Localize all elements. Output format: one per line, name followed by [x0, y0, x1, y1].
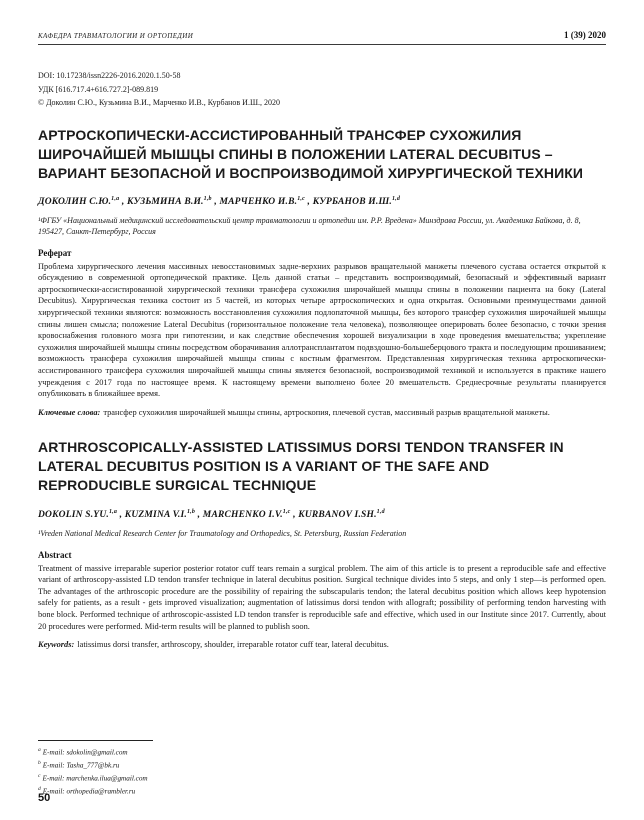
author	[293, 510, 385, 520]
abstract-heading-ru: Реферат	[38, 247, 72, 258]
keywords-text-ru: трансфер сухожилия широчайшей мышцы спины, артроскопия, плечевой сустав, массивный разрыв вращательной манжеты.	[103, 407, 550, 417]
author-affil-mark: 1,a	[108, 508, 118, 515]
author-name: KUZMINA V.I.	[124, 509, 187, 520]
author	[198, 510, 291, 520]
footnote-separator	[38, 740, 153, 741]
footnote-marker: d	[38, 785, 41, 792]
author-affil-mark: 1,c	[297, 195, 305, 202]
article-title-ru: АРТРОСКОПИЧЕСКИ-АССИСТИРОВАННЫЙ ТРАНСФЕР СУХОЖИЛИЯ ШИРОЧАЙШЕЙ МЫШЦЫ СПИНЫ В ПОЛОЖЕНИИ LATERAL DECUBITUS – ВАРИАНТ БЕЗОПАСНОЙ И ВОСПРОИЗВОДИМОЙ ХИРУРГИЧЕСКОЙ ТЕХНИКИ	[38, 126, 584, 181]
footnotes-block	[38, 740, 153, 797]
author-affil-mark: 1,c	[282, 508, 291, 515]
affiliation-en: ¹Vreden National Medical Research Center for Traumatology and Orthopedics, St. Petersburg, Russian Federation	[38, 528, 407, 538]
authors-en	[38, 508, 606, 519]
footnote-marker: a	[38, 747, 41, 753]
running-header	[38, 0, 606, 45]
author-name: DOKOLIN S.YU.	[38, 509, 109, 520]
footnote-marker: c	[38, 772, 41, 779]
author	[122, 197, 212, 207]
article-meta	[38, 69, 606, 110]
author-name: МАРЧЕНКО И.В.	[219, 196, 298, 207]
keywords-label-ru: Ключевые слова:	[38, 407, 101, 417]
author-name: КУЗЬМИНА В.И.	[127, 196, 204, 207]
abstract-heading-en: Abstract	[38, 549, 72, 560]
footnote-email: E-mail: marchenka.ilua@gmail.com	[42, 774, 148, 783]
author	[38, 197, 119, 207]
footnote-email: E-mail: sdokolin@gmail.com	[42, 748, 128, 757]
authors-ru	[38, 196, 606, 207]
author	[308, 197, 401, 207]
footnote-c	[38, 771, 153, 784]
journal-name: КАФЕДРА ТРАВМАТОЛОГИИ И ОРТОПЕДИИ	[38, 32, 194, 40]
abstract-text-ru: Проблема хирургического лечения массивных невосстановимых задне-верхних разрывов вращательной манжеты плечевого сустава остается открытой к обсуждению в современной ортопедической практике. Цель данной статьи – представить воспроизводимый, безопасный и эффективный вариант артроскопически-ассистированной хирургической техники трансфера сухожилия широчайшей мышцы спины в положении пациента на боку (Lateral Decubitus). Хирургическая техника состоит из 5 частей, из которых четыре артроскопических и одна открытая. Основными преимуществами данной хирургической техники являются: возможность восстановления сухожилия подлопаточной мышцы, без которого трансфер сухожилия широчайшей мышцы спины лишен смысла; положение Lateral Decubitus (горизонтальное положение тела человека), позволяющее оперировать более безопасно, с точки зрения кровоснабжения головного мозга при гипотензии, и как следствие обеспечения хорошей визуализации в ходе проведения вмешательства; укрепление сухожилия широчайшей мышцы спины посредством оборачивания аллотрансплантатом подвздошно-большеберцового тракта и последующим прошиванием; возможность трансфера сухожилия широчайшей мышцы спины с костным фрагментом. Представленная хирургическая техника артроскопически-ассистированного трансфера сухожилия широчайшей мышцы спины является безопасной, воспроизводимой техникой и используется в практике нашего учреждения с 2017 года по настоящее время. К настоящему времени выполнено более 20 вмешательств. Среднесрочные результаты планируется опубликовать в ближайшее время.	[38, 261, 606, 399]
author	[214, 197, 305, 207]
doi-line: DOI: 10.17238/issn2226-2016.2020.1.50-58	[38, 71, 181, 80]
footnote-email: E-mail: orthopedia@rambler.ru	[42, 787, 136, 796]
footnote-marker: b	[38, 759, 41, 766]
author-affil-mark: 1,d	[376, 508, 385, 515]
keywords-text-en: latissimus dorsi transfer, arthroscopy, shoulder, irreparable rotator cuff tear, lateral decubitus.	[77, 640, 389, 650]
footnote-b	[38, 758, 153, 771]
author-affil-mark: 1,d	[391, 195, 401, 202]
keywords-label-en: Keywords:	[38, 640, 75, 650]
keywords-en	[38, 639, 606, 651]
page-number: 50	[38, 792, 51, 804]
abstract-text-en: Treatment of massive irreparable superior posterior rotator cuff tears remain a surgical problem. The aim of this article is to present a reproducible safe and effective variant of arthroscopy-assisted LD tendon transfer technique in lateral decubitus position. Surgical technique divides into 5 steps, and only 1 step—is performed open. The advantages of the arthroscopic procedure are the possibility of repairing the subscapularis tendon; the lateral decubitus position which allows keep hypotension safely for patients, as a result - gets improved visualization; augmentation of latissimus dorsi tendon with allograft; possibility of performing tendon harvesting with bone block. Performed technique of arthroscopic-assisted LD tendon transfer is reproducible safe and effective, which used in our Institute since 2017. Currently, about 20 procedures were performed. Mid-term results will be planned to publish soon.	[38, 563, 606, 631]
author-affil-mark: 1,a	[111, 195, 120, 202]
udk-line: УДК [616.717.4+616.727.2]-089.819	[38, 84, 159, 94]
footnote-a	[38, 745, 153, 758]
author-name: ДОКОЛИН С.Ю.	[38, 196, 112, 207]
author-name: MARCHENKO I.V.	[202, 509, 283, 520]
issue-number: 1 (39) 2020	[564, 30, 606, 40]
author-name: КУРБАНОВ И.Ш.	[312, 196, 392, 207]
affiliation-ru: ¹ФГБУ «Национальный медицинский исследовательский центр травматологии и ортопедии им. Р.Р. Вредена» Минздрава России, ул. Академика Байкова, д. 8, 195427, Санкт-Петербург, Россия	[38, 215, 581, 236]
copyright-line: © Доколин С.Ю., Кузьмина В.И., Марченко И.В., Курбанов И.Ш., 2020	[38, 98, 281, 107]
footnote-email: E-mail: Tasha_777@bk.ru	[42, 761, 120, 770]
author	[38, 510, 117, 520]
keywords-ru	[38, 407, 606, 419]
footnote-d	[38, 784, 153, 797]
author	[120, 510, 195, 520]
article-title-en: ARTHROSCOPICALLY-ASSISTED LATISSIMUS DORSI TENDON TRANSFER IN LATERAL DECUBITUS POSITION IS A VARIANT OF THE SAFE AND REPRODUCIBLE SURGICAL TECHNIQUE	[38, 439, 564, 494]
author-name: KURBANOV I.SH.	[298, 509, 377, 520]
author-affil-mark: 1,b	[186, 508, 196, 515]
author-affil-mark: 1,b	[203, 195, 212, 202]
